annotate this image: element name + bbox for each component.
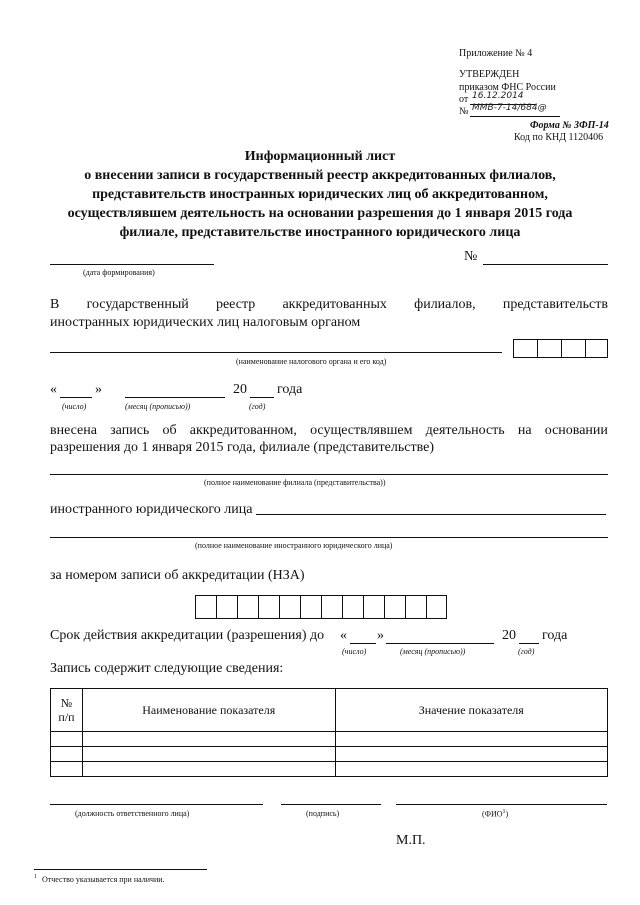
paragraph-word: основании xyxy=(544,423,608,438)
doc-title-line-5: филиале, представительстве иностранного юридического лица xyxy=(119,225,521,240)
fio-caption: (ФИО$^1$) xyxy=(482,809,509,819)
position-line xyxy=(50,804,263,805)
number-sign: № xyxy=(464,249,478,264)
date-formed-line xyxy=(50,264,214,265)
validity-year-prefix: 20 xyxy=(502,628,516,643)
year-caption: (год) xyxy=(249,402,266,411)
year-prefix: 20 xyxy=(233,382,247,397)
validity-month-line xyxy=(386,643,494,644)
fio-line xyxy=(396,804,607,805)
order-label: приказом ФНС России xyxy=(459,82,556,93)
doc-title-line-1: Информационный лист xyxy=(244,149,396,164)
table-row xyxy=(51,747,608,762)
paragraph-word: аккредитованном, xyxy=(189,423,297,438)
year-word: года xyxy=(277,382,303,397)
knd-code: Код по КНД 1120406 xyxy=(514,132,604,143)
stamp-placeholder: М.П. xyxy=(396,833,426,848)
paragraph-word: осуществлявшем xyxy=(310,423,413,438)
foreign-entity-label: иностранного юридического лица xyxy=(50,502,253,517)
day-caption: (число) xyxy=(62,402,87,411)
paragraph-word: реестр xyxy=(215,297,256,312)
quote-open: « xyxy=(50,382,57,397)
order-number-prefix: № xyxy=(459,106,469,117)
validity-day-line xyxy=(350,643,376,644)
month-line xyxy=(125,397,225,398)
table-row xyxy=(51,732,608,747)
foreign-entity-caption: (полное наименование иностранного юридического лица) xyxy=(195,541,393,550)
paragraph-word: об xyxy=(162,423,177,438)
validity-quote-open: « xyxy=(340,628,347,643)
nza-label: за номером записи об аккредитации (НЗА) xyxy=(50,568,305,583)
order-date-handwritten: 16.12.2014 xyxy=(472,91,524,101)
tax-org-caption: (наименование налогового органа и его код) xyxy=(236,357,387,366)
date-formed-caption: (дата формирования) xyxy=(83,268,155,277)
paragraph-word: государственный xyxy=(86,297,189,312)
foreign-entity-line-1 xyxy=(256,514,606,515)
table-header-row xyxy=(51,689,608,732)
order-number-handwritten: ММВ-7-14/684@ xyxy=(472,103,547,113)
validity-quote-close: » xyxy=(377,628,384,643)
paragraph-word: представительств xyxy=(502,297,608,312)
table-cell xyxy=(335,732,607,747)
table-row xyxy=(51,762,608,777)
paragraph-2-line-2: разрешения до 1 января 2015 года, филиале (представительстве) xyxy=(50,440,434,455)
table-cell xyxy=(51,732,83,747)
form-number: Форма № ЗФП-14 xyxy=(530,120,609,131)
nza-boxes xyxy=(195,595,447,619)
paragraph-1-line-1 xyxy=(50,297,608,313)
month-caption: (месяц (прописью)) xyxy=(125,402,191,411)
tax-org-code-boxes xyxy=(513,339,608,358)
info-table xyxy=(50,688,608,777)
record-contains-label: Запись содержит следующие сведения: xyxy=(50,661,284,676)
appendix-label: Приложение № 4 xyxy=(459,48,533,59)
table-cell xyxy=(51,762,83,777)
table-cell xyxy=(82,732,335,747)
order-number-underline xyxy=(470,116,560,117)
validity-year-word: года xyxy=(542,628,568,643)
paragraph-word: В xyxy=(50,297,60,312)
order-date-prefix: от xyxy=(459,94,469,105)
col-header-number: № п/п xyxy=(51,689,83,732)
paragraph-word: запись xyxy=(110,423,150,438)
branch-name-line xyxy=(50,474,608,475)
validity-year-line xyxy=(519,643,539,644)
year-line xyxy=(250,397,274,398)
foreign-entity-line-2 xyxy=(50,537,608,538)
paragraph-word: внесена xyxy=(50,423,97,438)
col-header-indicator-name: Наименование показателя xyxy=(82,689,335,732)
footnote: $^1$ Отчество указывается при наличии. xyxy=(34,874,165,884)
table-cell xyxy=(51,747,83,762)
doc-title-line-2: о внесении записи в государственный реестр аккредитованных филиалов, xyxy=(84,168,556,183)
validity-day-caption: (число) xyxy=(342,647,367,656)
col-header-indicator-value: Значение показателя xyxy=(335,689,607,732)
number-line xyxy=(483,264,608,265)
paragraph-word: на xyxy=(517,423,532,438)
table-cell xyxy=(82,747,335,762)
paragraph-word: деятельность xyxy=(425,423,505,438)
day-line xyxy=(60,397,92,398)
validity-month-caption: (месяц (прописью)) xyxy=(400,647,466,656)
paragraph-1-line-2: иностранных юридических лиц налоговым органом xyxy=(50,315,361,330)
branch-name-caption: (полное наименование филиала (представительства)) xyxy=(204,478,386,487)
doc-title-line-3: представительств иностранных юридических лиц об аккредитованном, xyxy=(92,187,548,202)
approved-label: УТВЕРЖДЕН xyxy=(459,69,520,80)
table-cell xyxy=(82,762,335,777)
signature-caption: (подпись) xyxy=(306,809,340,818)
position-caption: (должность ответственного лица) xyxy=(75,809,190,818)
tax-org-line xyxy=(50,352,502,353)
table-cell xyxy=(335,762,607,777)
paragraph-word: аккредитованных xyxy=(282,297,387,312)
footnote-separator xyxy=(34,869,207,870)
paragraph-word: филиалов, xyxy=(414,297,476,312)
table-cell xyxy=(335,747,607,762)
validity-label: Срок действия аккредитации (разрешения) до xyxy=(50,628,325,643)
doc-title-line-4: осуществлявшем деятельность на основании разрешения до 1 января 2015 года xyxy=(67,206,573,221)
validity-year-caption: (год) xyxy=(518,647,535,656)
quote-close: » xyxy=(95,382,102,397)
signature-line xyxy=(281,804,381,805)
paragraph-2-line-1 xyxy=(50,423,608,439)
